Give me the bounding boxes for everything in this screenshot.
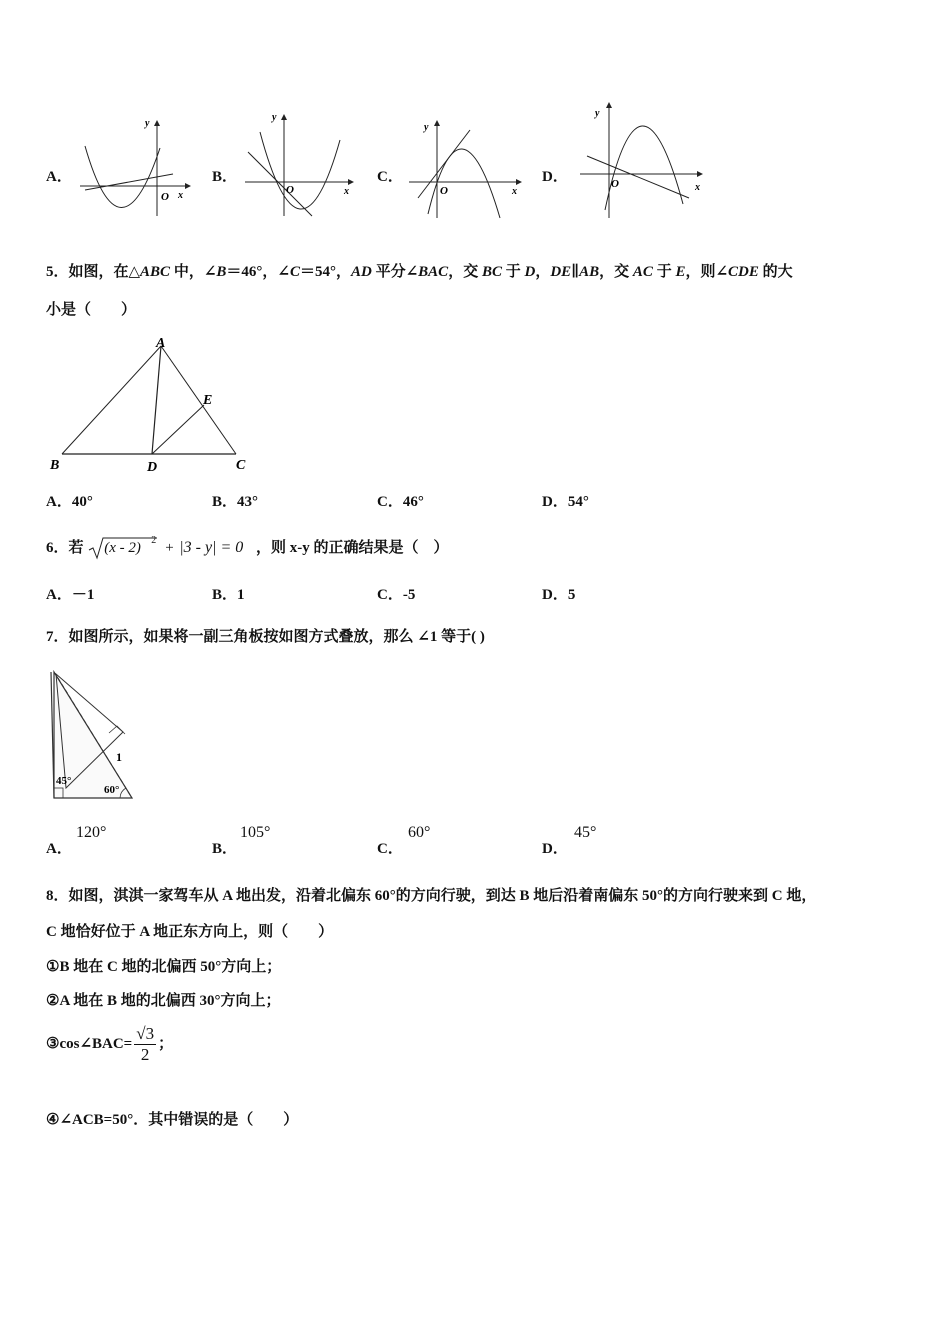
q8-statement-4: ④∠ACB=50°．其中错误的是（ ） [46,1112,299,1128]
q4-d-origin-label: O [611,178,619,190]
q4-graph-c [404,118,529,223]
q5-point-d-label: D [147,460,158,475]
q5-text: ，交 [599,264,633,280]
option-label: D． [542,494,568,510]
q7-option-d[interactable] [542,824,597,858]
q8-fraction [134,1024,156,1065]
q5-text: ＝54°， [300,264,351,280]
q8-statement-3 [46,1024,173,1065]
q4-b-y-axis-label: y [272,112,277,123]
option-label: C． [377,587,403,603]
q5-var: AD [351,264,372,280]
q5-point-b-label: B [50,458,60,473]
q7-triangle-plates-figure [46,668,146,808]
option-value: 5 [567,587,576,603]
q4-option-c-label[interactable]: C． [377,169,403,185]
option-label: C． [377,841,403,857]
q5-var: C [289,264,300,280]
option-value: 45° [574,824,597,841]
option-label: D． [542,841,568,857]
q4-graph-b [240,112,360,222]
q4-option-b-label[interactable]: B． [212,169,238,185]
q5-option-a[interactable] [46,490,93,511]
q5-var: AC [632,264,653,280]
option-value: 105° [240,824,271,841]
q7-option-a[interactable] [46,824,107,858]
q6-formula [87,534,252,560]
q4-d-x-axis-label: x [695,182,700,193]
q6-plus-sign: + [165,539,174,556]
option-label: A． [46,587,72,603]
q5-triangle-figure [46,332,261,477]
fraction-denominator: 2 [140,1045,150,1064]
q5-var: BC [481,264,502,280]
q6-option-a[interactable] [46,583,94,604]
q5-var: ABC [140,264,171,280]
fraction-numerator: √3 [136,1024,155,1043]
q6-option-d[interactable] [542,583,575,604]
q5-text: ， [535,264,551,280]
option-value: 120° [76,824,107,841]
q4-a-y-axis-label: y [145,118,150,129]
q5-text: 中，∠ [170,264,217,280]
q4-a-x-axis-label: x [178,190,183,201]
q5-text: ＝46°，∠ [226,264,290,280]
q8-stem-line1: 8．如图，淇淇一家驾车从 A 地出发，沿着北偏东 60°的方向行驶，到达 B 地后沿着南偏东 50°的方向行驶来到 C 地， [46,888,817,904]
q5-var: CDE [728,264,759,280]
q6-stem [46,536,449,560]
q7-angle45-label: 45° [56,775,72,787]
q4-b-x-axis-label: x [344,186,349,197]
q8-statement-3-suffix: ； [158,1035,174,1052]
q6-prefix: 6．若 [46,540,84,556]
q6-suffix: ，则 x-y 的正确结果是（ ） [256,540,449,556]
q5-point-e-label: E [203,393,213,408]
q5-point-a-label: A [156,336,166,351]
q4-c-y-axis-label: y [424,122,429,133]
q5-option-d[interactable] [542,490,589,511]
option-value: 40° [71,494,93,510]
option-label: A． [46,494,72,510]
option-label: C． [377,494,403,510]
q4-c-origin-label: O [440,185,448,197]
q5-text: 的大 [758,264,793,280]
q6-abs-term: |3 - y| = 0 [179,538,244,556]
q8-statement-3-prefix: ③cos∠BAC= [46,1035,133,1052]
q6-exponent: 2 [151,534,157,546]
option-value: -5 [402,587,416,603]
option-label: D． [542,587,568,603]
option-label: B． [212,587,238,603]
q4-graph-a [75,118,200,218]
option-value: －1 [71,587,95,603]
q8-stem-line2: C 地恰好位于 A 地正东方向上，则（ ） [46,924,334,940]
q5-var: B [216,264,227,280]
q7-angle1-label: 1 [116,750,122,764]
q4-graph-d [575,100,710,225]
q5-text: ，交 [448,264,482,280]
option-label: A． [46,841,72,857]
option-value: 60° [408,824,431,841]
q5-option-c[interactable] [377,490,424,511]
option-value: 54° [567,494,589,510]
option-label: B． [212,494,238,510]
q5-stem-line1 [46,260,793,281]
q4-c-x-axis-label: x [512,186,517,197]
option-value: 43° [237,494,259,510]
q8-statement-1: ①B 地在 C 地的北偏西 50°方向上； [46,959,282,975]
option-value: 1 [237,587,245,603]
q5-stem-line2: 小是（ ） [46,302,137,318]
q5-point-c-label: C [236,458,246,473]
q5-text: ∥ [571,264,580,280]
q6-option-c[interactable] [377,583,415,604]
q4-d-y-axis-label: y [595,108,600,119]
q6-option-b[interactable] [212,583,245,604]
q4-option-a-label[interactable]: A． [46,169,72,185]
q7-stem: 7．如图所示，如果将一副三角板按如图方式叠放，那么 ∠1 等于( ) [46,629,485,645]
q6-radicand: (x - 2) [104,539,141,556]
option-label: B． [212,841,238,857]
q5-text: ，则∠ [685,264,729,280]
q5-var: AB [579,264,600,280]
q5-option-b[interactable] [212,490,258,511]
q4-a-origin-label: O [161,191,169,203]
q5-var: D [524,264,536,280]
q5-text: 于 [501,264,525,280]
q5-text: 5．如图，在△ [46,264,141,280]
q4-b-origin-label: O [286,184,294,196]
option-value: 46° [402,494,424,510]
q7-option-b[interactable] [212,824,271,858]
q5-text: 平分∠ [371,264,419,280]
q7-option-c[interactable] [377,824,431,858]
q5-var: BAC [418,264,449,280]
q5-text: 于 [652,264,676,280]
q8-statement-2: ②A 地在 B 地的北偏西 30°方向上； [46,993,281,1009]
q5-var: DE [550,264,572,280]
q5-var: E [675,264,686,280]
q4-option-d-label[interactable]: D． [542,169,568,185]
q7-angle60-label: 60° [104,784,120,796]
